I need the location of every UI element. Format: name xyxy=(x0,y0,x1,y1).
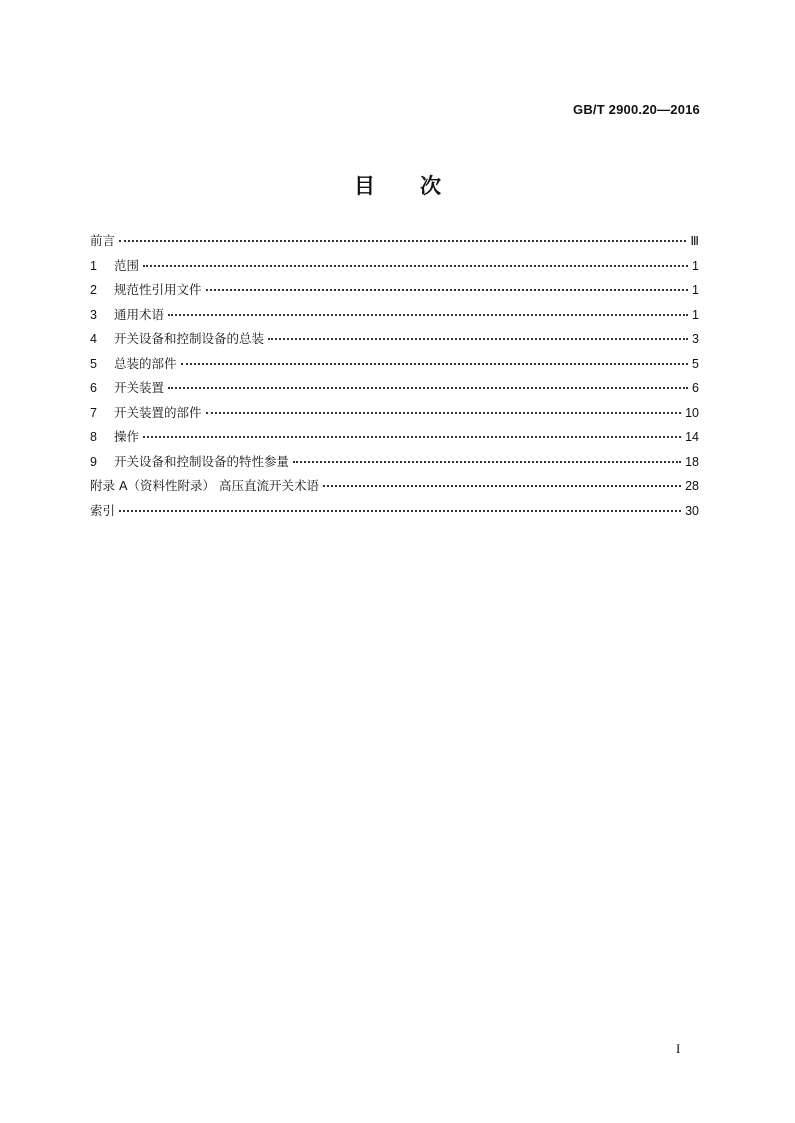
page-number: I xyxy=(676,1041,681,1056)
toc-entry-page: 10 xyxy=(685,405,699,420)
dot-leader xyxy=(181,363,689,365)
dot-leader xyxy=(119,240,686,242)
standard-code: GB/T 2900.20—2016 xyxy=(573,102,700,117)
toc-entry-number: 4 xyxy=(90,332,97,346)
toc-entry-page: 14 xyxy=(685,430,699,444)
toc-entry-annex-a[interactable] xyxy=(90,476,699,501)
toc-entry-page: 18 xyxy=(685,454,699,469)
toc-entry-page: 1 xyxy=(692,283,699,297)
dot-leader xyxy=(206,412,682,414)
dot-leader xyxy=(268,338,688,340)
table-of-contents xyxy=(90,231,699,525)
toc-entry-number: 8 xyxy=(90,430,97,444)
toc-entry-number: 7 xyxy=(90,405,97,420)
toc-entry-switching-device-parts[interactable] xyxy=(90,403,699,428)
dot-leader xyxy=(119,510,681,512)
toc-entry-title: 通用术语 xyxy=(114,306,165,322)
dot-leader xyxy=(323,485,681,487)
toc-entry-operation[interactable] xyxy=(90,427,699,452)
toc-entry-assembly-parts[interactable] xyxy=(90,354,699,379)
toc-entry-title: 范围 xyxy=(114,257,140,273)
toc-entry-page: 1 xyxy=(692,258,699,273)
toc-entry-page: Ⅲ xyxy=(690,234,699,248)
toc-entry-number: 3 xyxy=(90,307,97,322)
toc-entry-number: 6 xyxy=(90,381,97,395)
toc-entry-characteristic-quantities[interactable] xyxy=(90,452,699,477)
toc-entry-title: 附录 A（资料性附录） 高压直流开关术语 xyxy=(90,478,319,493)
toc-entry-title: 前言 xyxy=(90,233,116,248)
toc-title: 目次 xyxy=(354,174,486,198)
toc-entry-page: 1 xyxy=(692,307,699,322)
toc-entry-assemblies[interactable] xyxy=(90,329,699,354)
toc-entry-page: 30 xyxy=(685,503,699,518)
toc-entry-title: 开关设备和控制设备的特性参量 xyxy=(114,453,290,469)
dot-leader xyxy=(143,265,688,267)
toc-entry-page: 28 xyxy=(685,479,699,493)
toc-entry-general-terms[interactable] xyxy=(90,305,699,330)
dot-leader xyxy=(168,314,688,316)
toc-entry-title: 规范性引用文件 xyxy=(114,282,202,297)
toc-entry-title: 开关装置的部件 xyxy=(114,404,202,420)
toc-entry-title: 开关设备和控制设备的总装 xyxy=(114,331,265,346)
toc-entry-page: 6 xyxy=(692,381,699,395)
toc-entry-page: 3 xyxy=(692,332,699,346)
dot-leader xyxy=(168,387,688,389)
toc-entry-number: 1 xyxy=(90,258,97,273)
toc-entry-switching-devices[interactable] xyxy=(90,378,699,403)
dot-leader xyxy=(293,461,681,463)
toc-entry-number: 9 xyxy=(90,454,97,469)
toc-entry-title: 操作 xyxy=(114,429,140,444)
toc-entry-index[interactable] xyxy=(90,501,699,526)
toc-entry-number: 2 xyxy=(90,283,97,297)
toc-entry-normative-references[interactable] xyxy=(90,280,699,305)
toc-entry-number: 5 xyxy=(90,356,97,371)
toc-entry-title: 开关装置 xyxy=(114,380,165,395)
dot-leader xyxy=(143,436,681,438)
dot-leader xyxy=(206,289,689,291)
toc-entry-scope[interactable] xyxy=(90,256,699,281)
toc-entry-title: 总装的部件 xyxy=(114,355,177,371)
toc-entry-page: 5 xyxy=(692,356,699,371)
toc-entry-title: 索引 xyxy=(90,502,116,518)
toc-entry-preface[interactable] xyxy=(90,231,699,256)
